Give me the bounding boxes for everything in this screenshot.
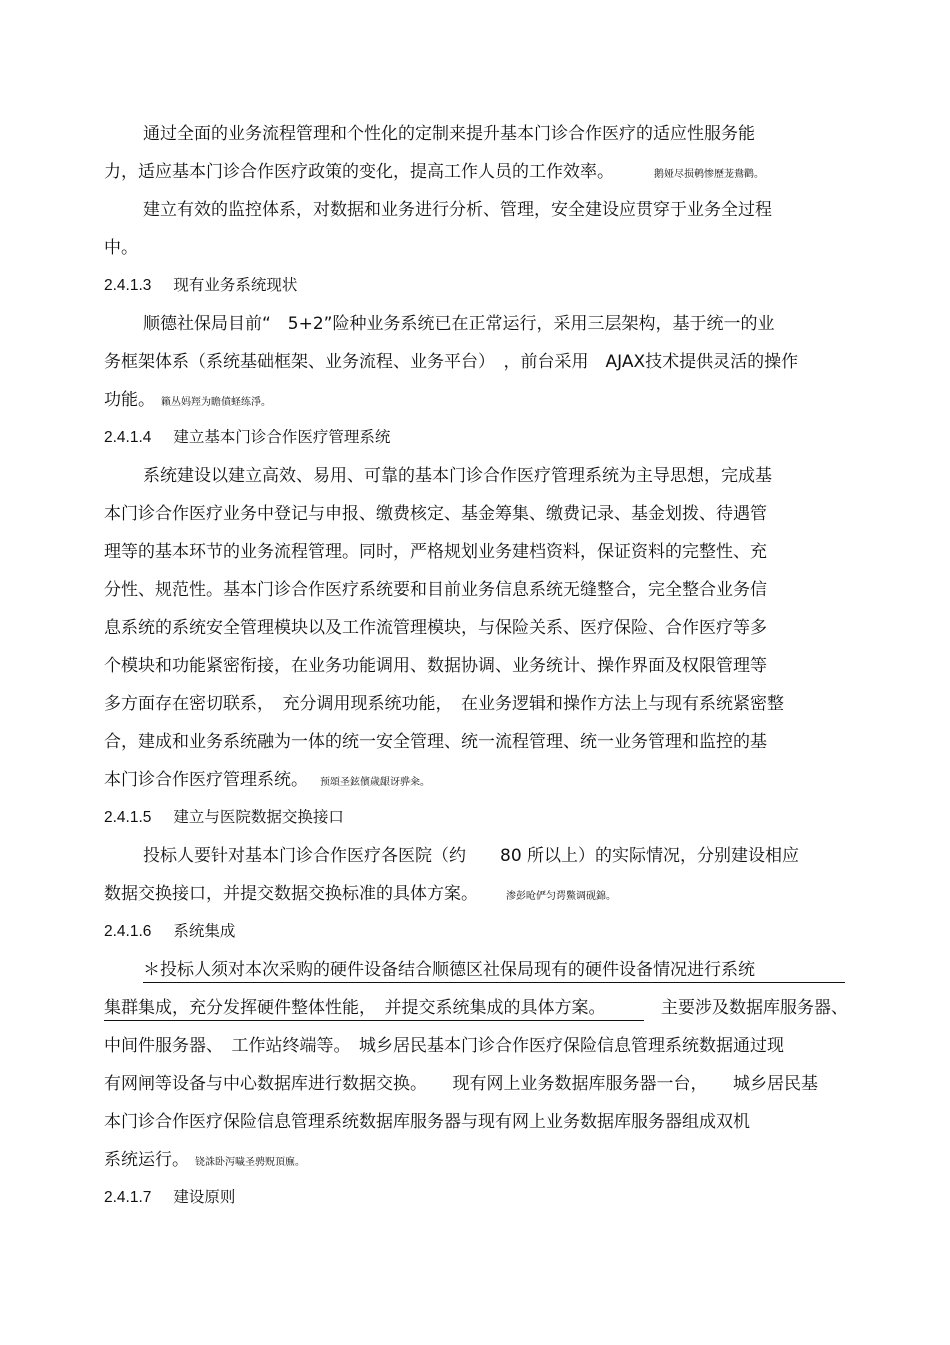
section-number: 2.4.1.7	[104, 1189, 152, 1206]
paragraph-line: 个模块和功能紧密衔接，在业务功能调用、数据协调、业务统计、操作界面及权限管理等	[104, 656, 767, 676]
paragraph-line	[104, 882, 616, 909]
line-text: 力，适应基本门诊合作医疗政策的变化，提高工作人员的工作效率。	[104, 162, 614, 182]
paragraph-line: 通过全面的业务流程管理和个性化的定制来提升基本门诊合作医疗的适应性服务能	[143, 124, 755, 144]
footnote-text: 预頌圣鉉儐歲龈讶骅籴。	[320, 777, 430, 788]
section-heading	[104, 274, 297, 298]
section-title: 建立基本门诊合作医疗管理系统	[173, 429, 391, 446]
paragraph-line: 中间件服务器、 工作站终端等。 城乡居民基本门诊合作医疗保险信息管理系统数据通过现	[104, 1036, 784, 1056]
line-text: 数据交换接口，并提交数据交换标准的具体方案。	[104, 884, 478, 904]
paragraph-line	[104, 1148, 305, 1175]
footnote-text: 铙誅卧泻噦圣骋贶頂廡。	[195, 1157, 305, 1168]
paragraph-line	[104, 388, 271, 415]
paragraph-line: 合，建成和业务系统融为一体的统一安全管理、统一流程管理、统一业务管理和监控的基	[104, 732, 767, 752]
section-title: 建立与医院数据交换接口	[173, 809, 344, 826]
line-text: 功能。	[104, 390, 155, 410]
section-number: 2.4.1.5	[104, 809, 152, 826]
underlined-text: 集群集成，充分发挥硬件整体性能， 并提交系统集成的具体方案。	[104, 996, 644, 1021]
paragraph-line: 本门诊合作医疗保险信息管理系统数据库服务器与现有网上业务数据库服务器组成双机	[104, 1112, 750, 1132]
section-number: 2.4.1.4	[104, 429, 152, 446]
line-text: 系统运行。	[104, 1150, 189, 1170]
section-number: 2.4.1.6	[104, 923, 152, 940]
paragraph-line	[104, 160, 764, 187]
paragraph-line: 中。	[104, 238, 138, 258]
paragraph-line: 理等的基本环节的业务流程管理。同时，严格规划业务建档资料，保证资料的完整性、充	[104, 542, 767, 562]
paragraph-line: 分性、规范性。基本门诊合作医疗系统要和目前业务信息系统无缝整合，完全整合业务信	[104, 580, 767, 600]
paragraph-line: 投标人要针对基本门诊合作医疗各医院（约 80 所以上）的实际情况，分别建设相应	[143, 846, 800, 866]
footnote-text: 渗彭呛俨匀谔鱉调砚錦。	[506, 891, 616, 902]
paragraph-line: 息系统的系统安全管理模块以及工作流管理模块，与保险关系、医疗保险、合作医疗等多	[104, 618, 767, 638]
paragraph-line: 系统建设以建立高效、易用、可靠的基本门诊合作医疗管理系统为主导思想，完成基	[143, 466, 772, 486]
section-title: 系统集成	[173, 923, 236, 940]
section-heading	[104, 426, 390, 450]
section-heading	[104, 1186, 235, 1210]
paragraph-line: 多方面存在密切联系， 充分调用现系统功能， 在业务逻辑和操作方法上与现有系统紧密整	[104, 694, 784, 714]
paragraph-line: 务框架体系（系统基础框架、业务流程、业务平台） ，前台采用 AJAX技术提供灵活的操作	[104, 352, 799, 372]
line-text: 主要涉及数据库服务器、	[644, 998, 848, 1018]
paragraph-line: 顺德社保局目前“ 5+2”险种业务系统已在正常运行，采用三层架构，基于统一的业	[143, 314, 775, 334]
paragraph-line	[104, 768, 430, 795]
section-title: 现有业务系统现状	[173, 277, 298, 294]
paragraph-line: 本门诊合作医疗业务中登记与申报、缴费核定、基金筹集、缴费记录、基金划拨、待遇管	[104, 504, 767, 524]
section-heading	[104, 806, 344, 830]
section-title: 建设原则	[173, 1189, 236, 1206]
footnote-text: 鹅娅尽损鹌惨歷茏鴦鹳。	[654, 169, 764, 180]
underlined-line: ＊投标人须对本次采购的硬件设备结合顺德区社保局现有的硬件设备情况进行系统	[143, 958, 845, 983]
footnote-text: 籟丛妈羥为瞻僨蛏练淨。	[161, 397, 271, 408]
paragraph-line: 建立有效的监控体系，对数据和业务进行分析、管理，安全建设应贯穿于业务全过程	[143, 200, 772, 220]
section-number: 2.4.1.3	[104, 277, 152, 294]
line-text: 本门诊合作医疗管理系统。	[104, 770, 308, 790]
section-heading	[104, 920, 235, 944]
paragraph-line: 有网闸等设备与中心数据库进行数据交换。 现有网上业务数据库服务器一台， 城乡居民基	[104, 1074, 818, 1094]
paragraph-line	[104, 996, 848, 1021]
